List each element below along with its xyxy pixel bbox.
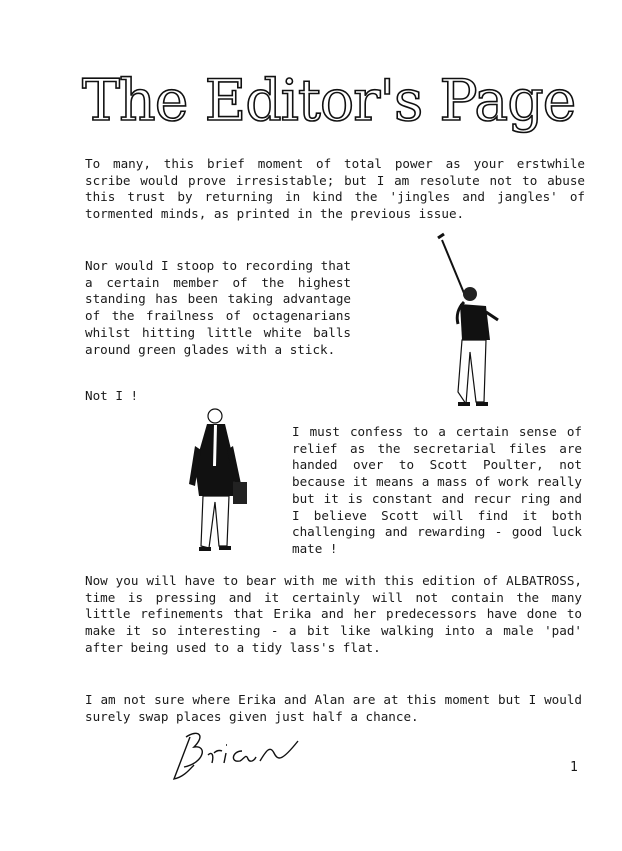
paragraph-intro: To many, this brief moment of total power as your erstwhile scribe would prove irresistable; but I am resolute not to abuse this trust by returning in kind the 'jingles and jangles' of tormented minds, as printed in the previous issue. xyxy=(85,156,585,222)
paragraph-not-i: Not I ! xyxy=(85,388,139,403)
walking-man-illustration xyxy=(185,406,255,556)
signature xyxy=(168,725,308,785)
paragraph-albatross: Now you will have to bear with me with this edition of ALBATROSS, time is pressing and it certainly will not contain the many little refinements that Erika and her predecessors have done to make it so interesting - a bit like walking into a male 'pad' after being used to a tidy lass's flat. xyxy=(85,573,582,655)
paragraph-closing: I am not sure where Erika and Alan are at this moment but I would surely swap places given just half a chance. xyxy=(85,692,582,724)
golfer-illustration xyxy=(428,232,508,412)
paragraph-secretarial: I must confess to a certain sense of relief as the secretarial files are handed over to Scott Poulter, not because it means a mass of work really but it is constant and recur ring and I believe Scott will find it both challenging and rewarding - good luck mate ! xyxy=(292,424,582,556)
page-number: 1 xyxy=(570,760,578,775)
paragraph-golf: Nor would I stoop to recording that a certain member of the highest standing has been taking advantage of the frailness of octagenarians whilst hitting little white balls around green glades with a stick. xyxy=(85,258,351,357)
page-title: The Editor's Page xyxy=(82,68,576,134)
